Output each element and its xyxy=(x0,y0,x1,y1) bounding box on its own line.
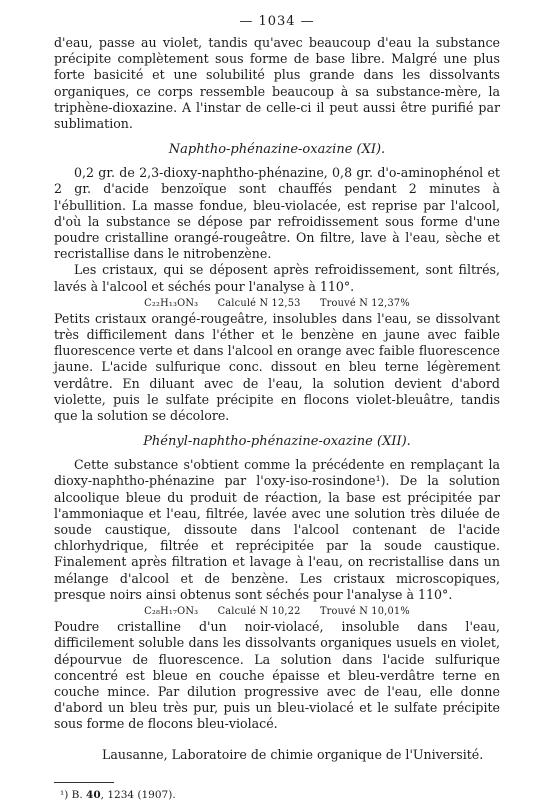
document-page xyxy=(54,14,500,801)
footnote-reference: , 1234 (1907). xyxy=(100,788,176,801)
formula-found: Trouvé N 10,01% xyxy=(319,606,410,618)
formula-compound: C₂₈H₁₇ON₃ xyxy=(144,606,199,618)
closing-affiliation: Lausanne, Laboratoire de chimie organique de l'Université. xyxy=(102,746,484,762)
heading-compound-xi: Naphtho-phénazine-oxazine (XI). xyxy=(168,142,386,158)
paragraph-xii-preparation: Cette substance s'obtient comme la précédente en remplaçant la dioxy-naphtho-phénazine par l'oxy-iso-rosindone¹). De la solution alcoolique bleue du produit de réaction, la base est précipitée par l'ammoniaque et l'eau, filtrée, lavée avec une solution très diluée de soude caustique, dissoute dans l'alcool contenant de l'acide chlorhydrique, filtrée et reprécipitée par la soude caustique. Finalement après filtration et lavage à l'eau, on recristallise dans un mélange d'alcool et de benzène. Les cristaux microscopiques, presque noirs ainsi obtenus sont séchés pour l'analyse à 110°. xyxy=(54,457,500,602)
paragraph-xi-crystals: Les cristaux, qui se déposent après refroidissement, sont filtrés, lavés à l'alcool et séchés pour l'analyse à 110°. xyxy=(54,262,500,294)
formula-calculated: Calculé N 12,53 xyxy=(217,297,301,309)
footnote xyxy=(54,789,500,801)
formula-compound: C₂₂H₁₃ON₃ xyxy=(144,297,199,309)
formula-calculated: Calculé N 10,22 xyxy=(217,606,301,618)
paragraph-intro: d'eau, passe au violet, tandis qu'avec beaucoup d'eau la substance précipite complètement sous forme de base libre. Malgré une plus forte basicité et une solubilité plus grande dans les dissolvants organiques, ce corps ressemble beaucoup à sa substance-mère, la triphène-dioxazine. A l'instar de celle-ci il peut aussi être purifié par sublimation. xyxy=(54,35,500,132)
footnote-marker: ¹) B. xyxy=(60,788,83,801)
paragraph-xii-properties: Poudre cristalline d'un noir-violacé, insoluble dans l'eau, difficilement soluble dans les dissolvants organiques usuels en violet, dépourvue de fluorescence. La solution dans l'acide sulfurique concentré est bleue en couche épaisse et bleu-verdâtre terne en couche mince. Par dilution progressive avec de l'eau, elle donne d'abord un bleu très pur, puis un bleu-violacé et le sulfate précipite sous forme de flocons bleu-violacé. xyxy=(54,619,500,732)
analysis-line-xi xyxy=(54,298,500,309)
formula-found: Trouvé N 12,37% xyxy=(319,297,410,309)
paragraph-xi-properties: Petits cristaux orangé-rougeâtre, insolubles dans l'eau, se dissolvant très difficilement dans l'éther et le benzène en jaune avec faible fluorescence verte et dans l'alcool en orange avec faible fluorescence jaune. L'acide sulfurique conc. dissout en bleu terne légèrement verdâtre. En diluant avec de l'eau, la solution devient d'abord violette, puis le sulfate précipite en flocons violet-bleuâtre, tandis que la solution se décolore. xyxy=(54,310,500,424)
footnote-volume: 40 xyxy=(86,788,101,801)
paragraph-xi-preparation: 0,2 gr. de 2,3-dioxy-naphtho-phénazine, 0,8 gr. d'o-aminophénol et 2 gr. d'acide benzoïque sont chauffés pendant 2 minutes à l'ébullition. La masse fondue, bleu-violacée, est reprise par l'alcool, d'où la substance se dépose par refroidissement sous forme d'une poudre cristalline orangé-rougeâtre. On filtre, lave à l'eau, sèche et recristallise dans le nitrobenzène. xyxy=(54,165,500,262)
footnote-divider xyxy=(54,782,114,783)
page-number: — 1034 — xyxy=(239,14,315,29)
heading-compound-xii: Phényl-naphtho-phénazine-oxazine (XII). xyxy=(143,434,411,450)
analysis-line-xii xyxy=(54,606,500,617)
